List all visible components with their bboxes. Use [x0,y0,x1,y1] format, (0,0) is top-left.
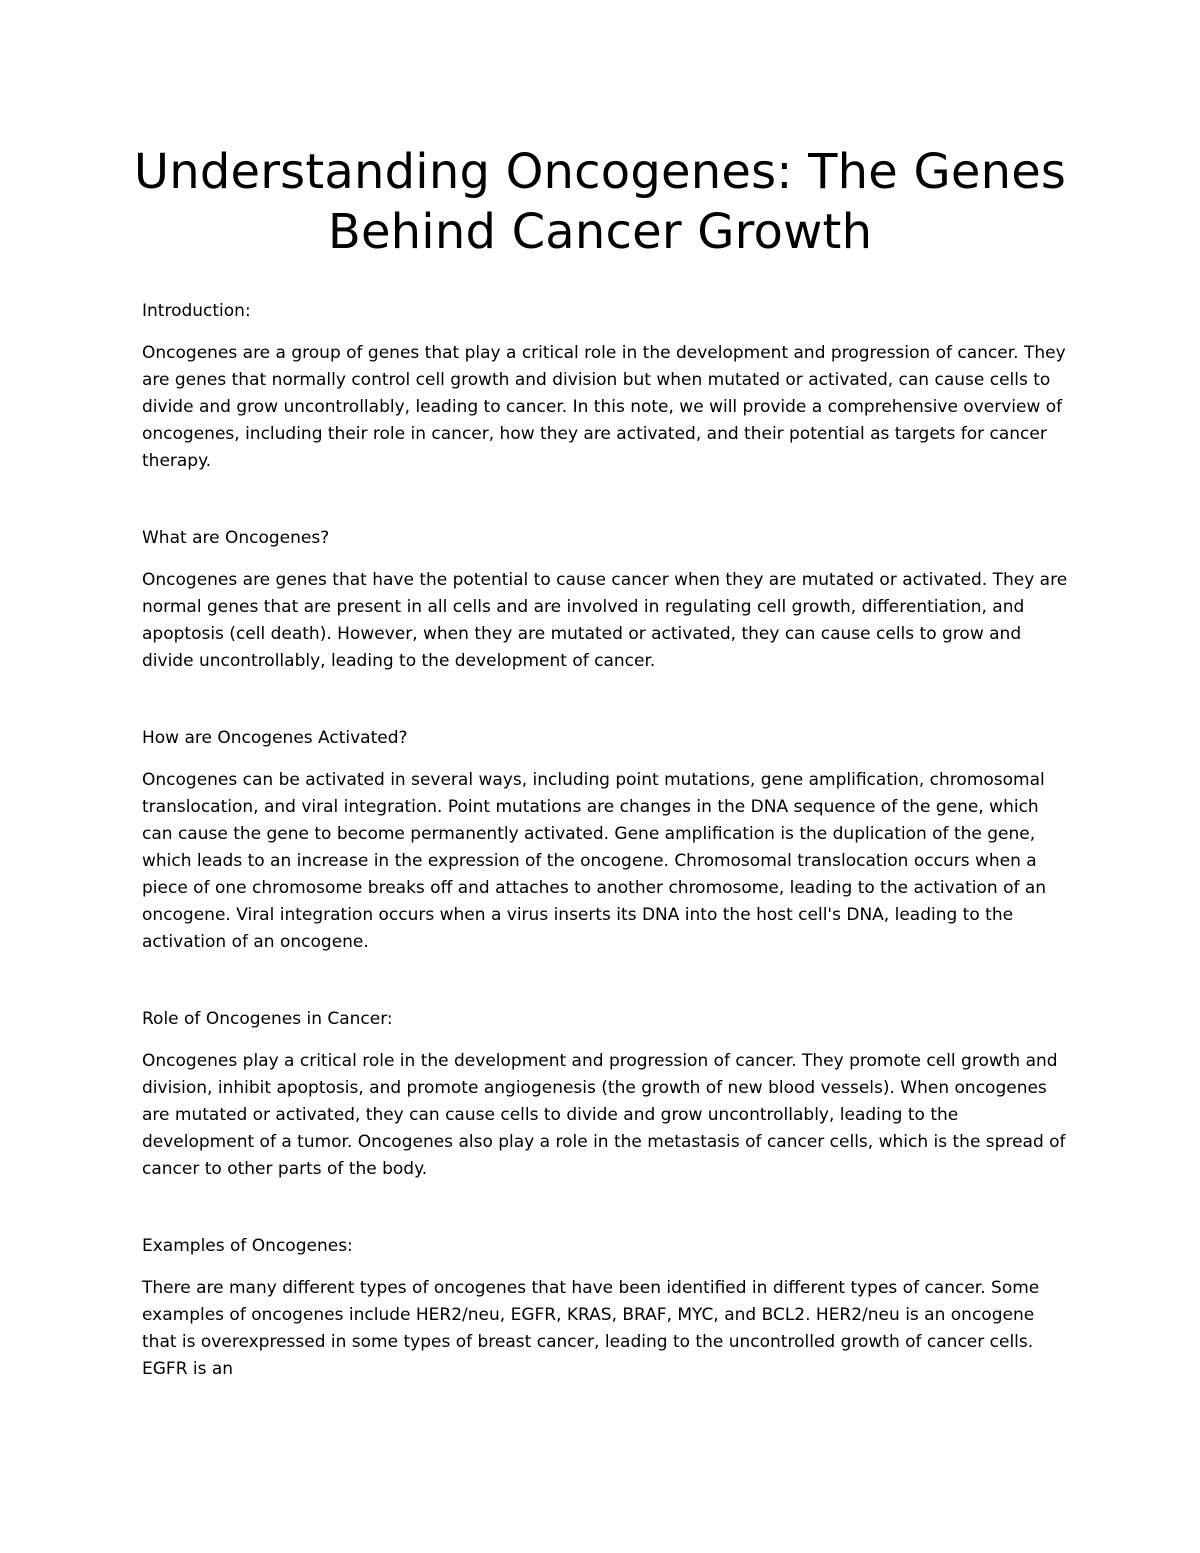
section-paragraph-examples: There are many different types of oncogenes that have been identified in different types of cancer. Some examples of oncogenes include HER2/neu, EGFR, KRAS, BRAF, MYC, and BCL2. HER2/neu is an oncogene that is overexpressed in some types of breast cancer, leading to the uncontrolled growth of cancer cells. EGFR is an [142,1278,1040,1379]
section-heading-what-are-oncogenes: What are Oncogenes? [142,528,330,548]
section-paragraph-introduction: Oncogenes are a group of genes that play a critical role in the development and progression of cancer. They are genes that normally control cell growth and division but when mutated or activated, can cause cells to divide and grow uncontrollably, leading to cancer. In this note, we will provide a comprehensive overview of oncogenes, including their role in cancer, how they are activated, and their potential as targets for cancer therapy. [142,343,1066,471]
document-title: Understanding Oncogenes: The Genes Behind Cancer Growth [133,144,1067,260]
section-heading-examples: Examples of Oncogenes: [142,1236,353,1256]
section-heading-activation: How are Oncogenes Activated? [142,728,408,748]
section-heading-role-in-cancer: Role of Oncogenes in Cancer: [142,1009,393,1029]
section-paragraph-role-in-cancer: Oncogenes play a critical role in the development and progression of cancer. They promote cell growth and division, inhibit apoptosis, and promote angiogenesis (the growth of new blood vessels). When oncogenes are mutated or activated, they can cause cells to divide and grow uncontrollably, leading to the development of a tumor. Oncogenes also play a role in the metastasis of cancer cells, which is the spread of cancer to other parts of the body. [142,1051,1066,1179]
document-body [142,298,1072,1383]
section-paragraph-what-are-oncogenes: Oncogenes are genes that have the potential to cause cancer when they are mutated or activated. They are normal genes that are present in all cells and are involved in regulating cell growth, differentiation, and apoptosis (cell death). However, when they are mutated or activated, they can cause cells to grow and divide uncontrollably, leading to the development of cancer. [142,570,1068,671]
section-heading-introduction: Introduction: [142,301,251,321]
section-paragraph-activation: Oncogenes can be activated in several ways, including point mutations, gene amplification, chromosomal translocation, and viral integration. Point mutations are changes in the DNA sequence of the gene, which can cause the gene to become permanently activated. Gene amplification is the duplication of the gene, which leads to an increase in the expression of the oncogene. Chromosomal translocation occurs when a piece of one chromosome breaks off and attaches to another chromosome, leading to the activation of an oncogene. Viral integration occurs when a virus inserts its DNA into the host cell's DNA, leading to the activation of an oncogene. [142,770,1047,952]
